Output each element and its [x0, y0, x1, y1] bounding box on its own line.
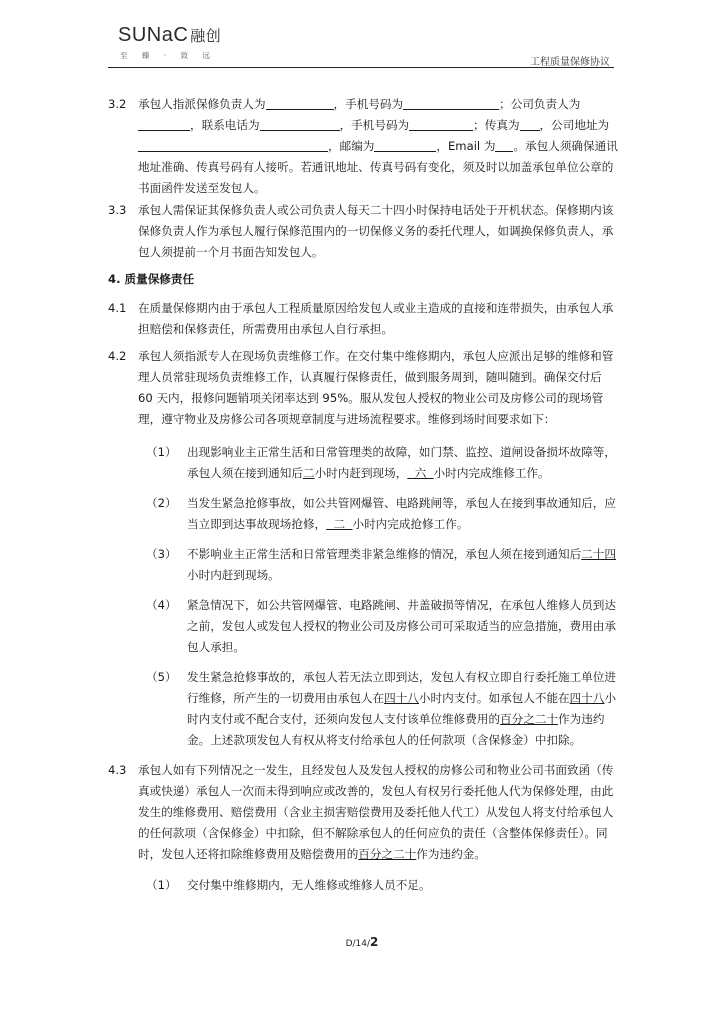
blank-field — [374, 138, 436, 152]
clause-text: ，公司地址为 — [539, 118, 610, 132]
blank-field — [403, 96, 499, 110]
clause-text: ，手机号码为 — [339, 118, 410, 132]
clause-number: 4.2 — [108, 349, 127, 363]
item-text: 发生紧急抢修事故的，承包人若无法立即到达，发包人有权立即自行委托施工单位进行维修，所产生的一切费用由承包人在 — [187, 670, 616, 705]
item-number: （3） — [146, 547, 177, 561]
underlined-value: 四十八 — [569, 691, 605, 705]
underlined-value: 四十八 — [384, 691, 419, 705]
clause-4-3 — [108, 760, 618, 865]
item-body — [187, 493, 618, 535]
clause-text: 承包人指派保修负责人为 — [138, 97, 266, 111]
clause-number: 4.3 — [108, 763, 127, 777]
clause-body: 承包人需保证其保修负责人或公司负责人每天二十四小时保持电话处于开机状态。保修期内该保修负责人作为承包人履行保修范围内的一切保修义务的委托代理人，如调换保修负责人，承包人须提前一个月书面告知发包人。 — [138, 203, 614, 259]
clause-number: 3.3 — [108, 203, 127, 217]
list-item — [146, 595, 618, 658]
clause-text: ；公司负责人为 — [499, 97, 581, 111]
clause-number: 4.1 — [108, 301, 127, 315]
logo-slogan: 至 臻 · 致 远 — [120, 51, 216, 60]
blank-field — [266, 96, 334, 110]
brand-logo — [118, 24, 221, 61]
list-item — [146, 544, 618, 586]
clause-body: 在质量保修期内由于承包人工程质量原因给发包人或业主造成的直接和连带损失，由承包人承担赔偿和保修责任，所需费用由承包人自行承担。 — [138, 301, 614, 336]
section-heading: 4. 质量保修责任 — [108, 272, 195, 286]
item-text: 作为违约金。上述款项发包人有权从将支付给承包人的任何款项（含保修金）中扣除。 — [187, 712, 605, 747]
page-num: 2 — [370, 935, 379, 949]
underlined-value: 二十四 — [581, 547, 616, 561]
item-text: 小时内完成抢修工作。 — [352, 517, 469, 531]
item-body — [187, 667, 618, 751]
clause-body — [138, 760, 618, 865]
underlined-value: 二 — [326, 517, 353, 531]
blank-field — [495, 138, 513, 152]
clause-text: 。承包人须确保通讯地址准确、传真号码有人接听。若通讯地址、传真号码有变化，须及时以加盖承包单位公章的书面函件发送至发包人。 — [138, 139, 618, 195]
item-text: 小时内赶到现场， — [314, 466, 408, 480]
clause-text: ；传真为 — [473, 118, 520, 132]
item-number: （2） — [146, 496, 177, 510]
list-item — [146, 667, 618, 751]
clause-3-3 — [108, 200, 618, 263]
underlined-value: 六 — [407, 466, 434, 480]
page-prefix: D/14/ — [345, 939, 371, 949]
clause-body — [138, 94, 618, 199]
item-text: 小时内支付。如承包人不能在 — [418, 691, 570, 705]
header-divider — [108, 67, 614, 68]
clause-number: 3.2 — [108, 97, 127, 111]
underlined-value: 百分之二十 — [358, 847, 417, 861]
item-body: 交付集中维修期内，无人维修或维修人员不足。 — [187, 878, 431, 892]
page-content — [108, 200, 618, 905]
blank-field — [520, 117, 540, 131]
blank-field — [260, 117, 340, 131]
list-item — [146, 442, 618, 484]
item-body: 紧急情况下，如公共管网爆管、电路跳闸、井盖破损等情况，在承包人维修人员到达之前，发包人或发包人授权的物业公司及房修公司可采取适当的应急措施，费用由承包人承担。 — [187, 598, 616, 654]
item-number: （1） — [146, 878, 177, 892]
blank-field — [409, 117, 473, 131]
item-number: （1） — [146, 445, 177, 459]
clause-4-1 — [108, 298, 618, 340]
item-number: （5） — [146, 670, 177, 684]
item-text: 小时内支付或不配合支付，还须向发包人支付该单位维修费用的 — [187, 691, 617, 726]
clause-text: ，Email 为 — [436, 139, 496, 153]
clause-text: 承包人如有下列情况之一发生，且经发包人及发包人授权的房修公司和物业公司书面致函（传真或快递）承包人一次而未得到响应或改善的，发包人有权另行委托他人代为保修处理，由此发生的维修费用、赔偿费用（含业主损害赔偿费用及委托他人代工）从发包人将支付给承包人的任何款项（含保修金）中扣除，但不解除承包人的任何应负的责任（含整体保修责任）。同时，发包人还将扣除维修费用及赔偿费用的 — [138, 763, 614, 861]
clause-text: ，手机号码为 — [333, 97, 404, 111]
logo-wordmark — [118, 24, 221, 47]
document-title: 工程质量保修协议 — [530, 57, 610, 68]
clause-4-2 — [108, 346, 618, 430]
logo-latin: SUNaC — [118, 24, 189, 46]
item-text: 小时内完成维修工作。 — [433, 466, 550, 480]
underlined-value: 百分之二十 — [500, 712, 559, 726]
page-content-top — [108, 94, 618, 205]
item-text: 小时内赶到现场。 — [187, 568, 280, 582]
list-item — [146, 493, 618, 535]
blank-field — [138, 117, 190, 131]
clause-text: ，联系电话为 — [190, 118, 260, 132]
item-body — [187, 442, 618, 484]
clause-text: 作为违约金。 — [416, 847, 486, 861]
blank-field — [138, 138, 328, 152]
item-number: （4） — [146, 598, 177, 612]
item-text: 当发生紧急抢修事故，如公共管网爆管、电路跳闸等，承包人在接到事故通知后，应当立即到达事故现场抢修， — [187, 496, 616, 531]
underlined-value: 二 — [302, 466, 315, 480]
list-item — [146, 875, 618, 896]
item-text: 出现影响业主正常生活和日常管理类的故障，如门禁、监控、道闸设备损坏故障等，承包人须在接到通知后 — [187, 445, 616, 480]
logo-cn: 融创 — [190, 27, 222, 45]
item-body — [187, 544, 618, 586]
item-text: 不影响业主正常生活和日常管理类非紧急维修的情况，承包人须在接到通知后 — [187, 547, 582, 561]
clause-text: ，邮编为 — [328, 139, 375, 153]
clause-body: 承包人须指派专人在现场负责维修工作。在交付集中维修期内，承包人应派出足够的维修和管理人员常驻现场负责维修工作，认真履行保修责任，做到服务周到，随叫随到。确保交付后 60 天内，报修问题销项关闭率达到 95%。服从发包人授权的物业公司及房修公司的现场管理，遵守物业及房修公司各项规章制度与进场流程要求。维修到场时间要求如下： — [138, 349, 614, 426]
page-number — [0, 935, 724, 949]
clause-3-2 — [108, 94, 618, 199]
